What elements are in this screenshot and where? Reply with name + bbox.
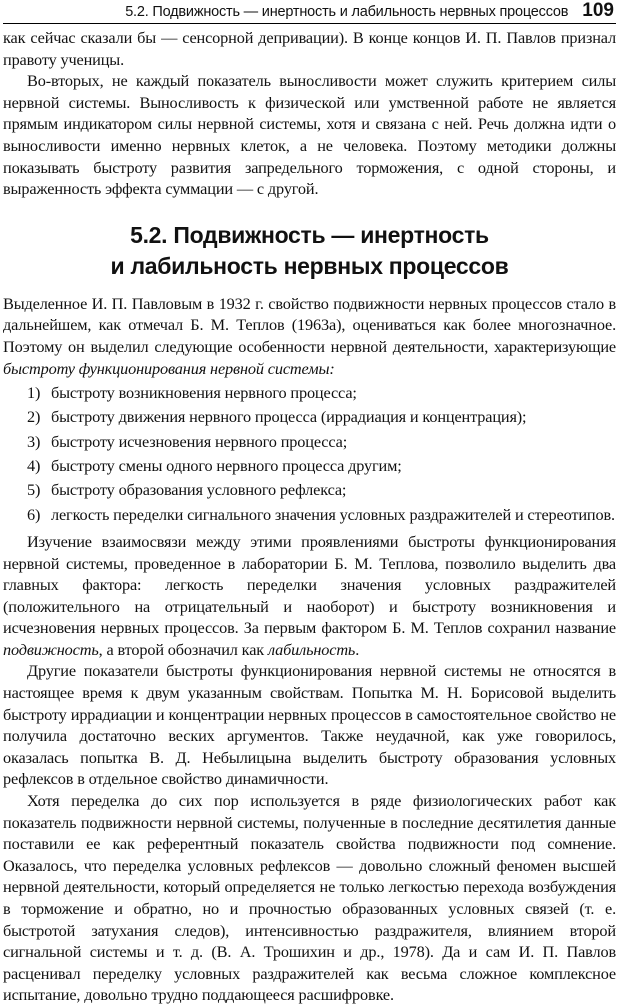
term-mobility: подвижность — [3, 639, 99, 659]
paragraph: Хотя переделка до сих пор используется в ряде физиологических работ как показатель подвижности нервной системы, полученные в последние десятилетия данные поставили ее как референтный показатель свойства подвижности под сомнение. Оказалось, что переделка условных рефлексов — довольно сложный феномен высшей нервной деятельности, который определяется не только легкостью перехода возбуждения в торможение и обратно, но и прочностью образованных условных связей (т. е. быстротой затухания следов), интенсивностью раздражителя, влиянием второй сигнальной системы и т. д. (В. А. Трошихин и др., 1978). Да и сам И. П. Павлов расценивал переделку условных раздражителей как весьма сложное комплексное испытание, довольно трудно поддающееся расшифровке. — [3, 791, 616, 1005]
list-item-text: легкость переделки сигнального значения условных раздражителей и стереотипов. — [51, 504, 615, 524]
list-item — [27, 381, 616, 405]
term-lability: лабильность — [267, 639, 356, 659]
list-item-text: быстроту движения нервного процесса (иррадиация и концентрация); — [51, 407, 527, 427]
study-mid: , а второй обозначил как — [98, 639, 268, 659]
list-item — [27, 405, 616, 429]
section-heading — [3, 220, 616, 282]
list-item-text: быстроту образования условного рефлекса; — [51, 480, 347, 500]
text-before-section — [3, 27, 616, 200]
paragraph: Другие показатели быстроты функционирования нервной системы не относятся в настоящее время к двум указанным свойствам. Попытка М. Н. Борисовой выделить быстроту иррадиации и концентрации нервных процессов в самостоятельное свойство не получила достаточно веских аргументов. Также неудачной, как уже говорилось, оказалась попытка В. Д. Небылицына выделить быстроту образования условных рефлексов в отдельное свойство динамичности. — [3, 661, 616, 789]
list-item-number: 1) — [27, 383, 41, 403]
paragraph: Во-вторых, не каждый показатель выносливости может служить критерием силы нервной системы. Выносливость к физической или умственной работе не является прямым индикатором силы нервной системы, хотя и связана с ней. Речь должна идти о выносливости именно нервных клеток, а не человека. Поэтому методики должны показывать быстроту развития запредельного торможения, с одной стороны, и выраженность эффекта суммации — с другой. — [3, 71, 616, 199]
list-item — [27, 503, 616, 527]
intro-paragraph — [3, 293, 616, 379]
study-text: Изучение взаимосвязи между этими проявлениями быстроты функционирования нервной системы, проведенное в лаборатории Б. М. Теплова, позволило выделить два главных фактора: легкость переделки значения условных раздражителей (положительного на отрицательный и наоборот) и быстроту возникновения и исчезновения нервных процессов. За первым фактором Б. М. Теплов сохранил название — [3, 531, 616, 638]
list-item-text: быстроту смены одного нервного процесса другим; — [51, 456, 402, 476]
paragraph-study — [3, 531, 616, 661]
section-heading-line1: 5.2. Подвижность — инертность — [130, 221, 489, 248]
section-heading-line2: и лабильность нервных процессов — [110, 252, 509, 279]
list-item-number: 4) — [27, 456, 41, 476]
list-item — [27, 454, 616, 478]
list-item-text: быстроту возникновения нервного процесса; — [51, 383, 357, 403]
list-item-number: 6) — [27, 504, 41, 524]
intro-text: Выделенное И. П. Павловым в 1932 г. свойство подвижности нервных процессов стало в дальнейшем, как отмечал Б. М. Теплов (1963а), оцениваться как более многозначное. Поэтому он выделил следующие особенности нервной деятельности, характеризующие — [3, 293, 616, 356]
intro-emphasis: быстроту функционирования нервной системы: — [3, 358, 335, 378]
study-end: . — [355, 639, 360, 659]
features-list — [3, 381, 616, 527]
list-item-number: 5) — [27, 480, 41, 500]
running-header-title: 5.2. Подвижность — инертность и лабильность нервных процессов — [125, 4, 569, 20]
list-item-number: 2) — [27, 407, 41, 427]
list-item-text: быстроту исчезновения нервного процесса; — [51, 431, 348, 451]
page-number: 109 — [582, 0, 614, 21]
list-item — [27, 430, 616, 454]
paragraph-continued: как сейчас сказали бы — сенсорной депривации). В конце концов И. П. Павлов признал правоту ученицы. — [3, 28, 616, 69]
list-item — [27, 478, 616, 502]
running-header — [3, 0, 616, 24]
list-item-number: 3) — [27, 431, 41, 451]
